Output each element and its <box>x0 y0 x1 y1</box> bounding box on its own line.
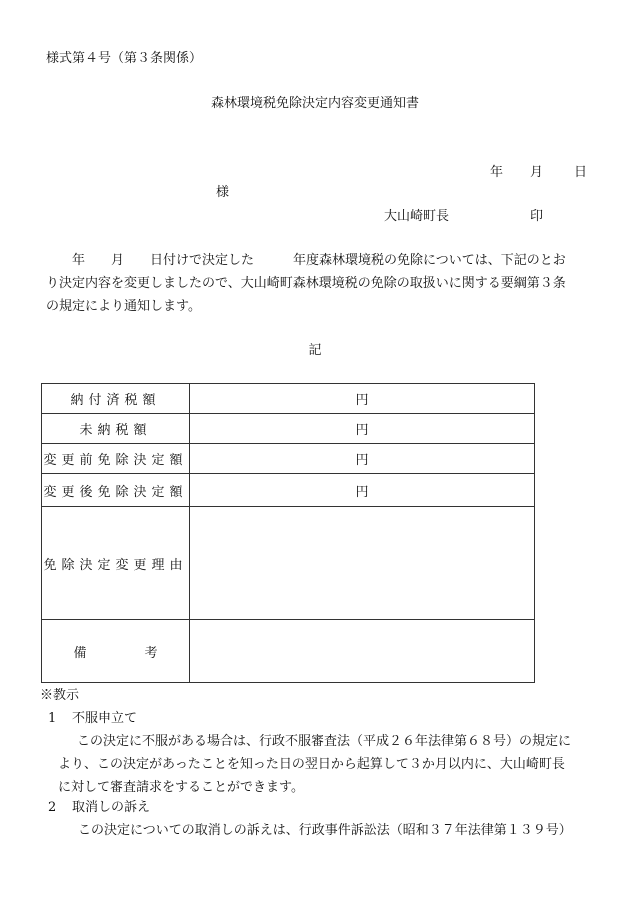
date-month-label: 月 <box>530 165 544 180</box>
notice-item-number: 1 <box>48 711 57 726</box>
date-year-label: 年 <box>490 165 504 180</box>
remarks-label-left: 備 <box>73 645 87 661</box>
row-label-paid-tax: 納付済税額 <box>42 384 190 414</box>
table-row <box>42 444 535 474</box>
row-label-remarks <box>42 620 190 683</box>
row-label-before-change: 変更前免除決定額 <box>42 444 190 474</box>
document-title: 森林環境税免除決定内容変更通知書 <box>210 96 419 111</box>
seal-mark: 印 <box>530 209 544 224</box>
notice-line: この決定についての取消しの訴えは、行政事件訴訟法（昭和３７年法律第１３９号） <box>78 823 572 838</box>
row-label-after-change: 変更後免除決定額 <box>42 474 190 507</box>
notice-line: より、この決定があったことを知った日の翌日から起算して３か月以内に、大山崎町長 <box>58 757 565 772</box>
notice-item-title: 不服申立て <box>72 711 138 726</box>
notice-heading: ※教示 <box>40 688 80 703</box>
remarks-label-right: 考 <box>144 645 158 661</box>
notice-item-revocation-text <box>78 819 572 842</box>
row-value-change-reason <box>190 507 535 620</box>
addressee-suffix: 様 <box>216 185 230 200</box>
detail-table <box>41 383 535 683</box>
notice-item-objection <box>48 712 137 725</box>
row-label-change-reason: 免除決定変更理由 <box>42 507 190 620</box>
notice-item-number: 2 <box>48 800 57 815</box>
ki-heading: 記 <box>308 343 322 358</box>
table-row <box>42 474 535 507</box>
issuer-name: 大山崎町長 <box>384 209 450 224</box>
table-row <box>42 620 535 683</box>
table-row <box>42 414 535 444</box>
body-line: の規定により通知します。 <box>46 299 201 314</box>
notice-item-revocation <box>48 801 150 814</box>
table-row <box>42 507 535 620</box>
row-value-before-change: 円 <box>190 444 535 474</box>
row-value-paid-tax: 円 <box>190 384 535 414</box>
notice-line: この決定に不服がある場合は、行政不服審査法（平成２６年法律第６８号）の規定に <box>77 734 572 749</box>
body-line: 年 月 日付けで決定した 年度森林環境税の免除については、下記のとお <box>46 253 566 268</box>
row-label-unpaid-tax: 未納税額 <box>42 414 190 444</box>
notice-item-objection-text <box>58 730 571 799</box>
notice-line: に対して審査請求をすることができます。 <box>58 780 304 795</box>
date-line <box>490 166 587 179</box>
notice-item-title: 取消しの訴え <box>72 800 151 815</box>
form-number: 様式第４号（第３条関係） <box>46 51 203 66</box>
date-day-label: 日 <box>574 165 588 180</box>
table-row <box>42 384 535 414</box>
body-line: り決定内容を変更しましたので、大山崎町森林環境税の免除の取扱いに関する要綱第３条 <box>46 276 566 291</box>
body-paragraph <box>46 249 592 318</box>
row-value-remarks <box>190 620 535 683</box>
row-value-unpaid-tax: 円 <box>190 414 535 444</box>
row-value-after-change: 円 <box>190 474 535 507</box>
